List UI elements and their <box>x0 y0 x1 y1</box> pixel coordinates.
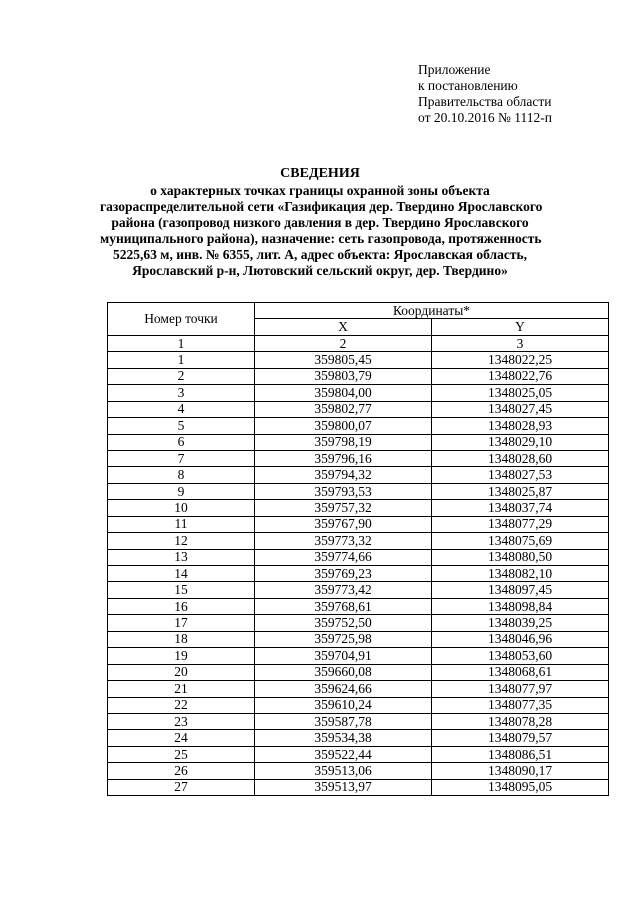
x-coordinate-cell: 359610,24 <box>255 697 432 713</box>
table-row <box>108 730 609 746</box>
table-row <box>108 598 609 614</box>
coordinates-table <box>107 302 609 796</box>
y-coordinate-cell: 1348025,05 <box>432 385 609 401</box>
y-coordinate-cell: 1348097,45 <box>432 582 609 598</box>
y-coordinate-cell: 1348075,69 <box>432 533 609 549</box>
y-coordinate-cell: 1348039,25 <box>432 615 609 631</box>
x-coordinate-cell: 359513,06 <box>255 763 432 779</box>
point-number-cell: 18 <box>108 631 255 647</box>
y-coordinate-cell: 1348080,50 <box>432 549 609 565</box>
table-row <box>108 434 609 450</box>
y-coordinate-cell: 1348025,87 <box>432 483 609 499</box>
y-coordinate-cell: 1348028,93 <box>432 418 609 434</box>
table-row <box>108 352 609 368</box>
table-row <box>108 401 609 417</box>
heading-line: газораспределительной сети «Газификация дер. Твердино Ярославского <box>100 199 543 214</box>
table-header-row <box>108 303 609 319</box>
table-body <box>108 352 609 796</box>
table-row <box>108 549 609 565</box>
point-number-cell: 3 <box>108 385 255 401</box>
table-row <box>108 467 609 483</box>
header-x: X <box>255 319 432 335</box>
point-number-cell: 8 <box>108 467 255 483</box>
document-heading <box>100 166 543 279</box>
table-row <box>108 681 609 697</box>
appendix-line: от 20.10.2016 № 1112-п <box>418 110 552 125</box>
y-coordinate-cell: 1348095,05 <box>432 779 609 795</box>
point-number-cell: 23 <box>108 713 255 729</box>
point-number-cell: 15 <box>108 582 255 598</box>
table-row <box>108 664 609 680</box>
point-number-cell: 7 <box>108 450 255 466</box>
table-row <box>108 779 609 795</box>
column-number: 2 <box>255 335 432 351</box>
y-coordinate-cell: 1348098,84 <box>432 598 609 614</box>
y-coordinate-cell: 1348077,29 <box>432 516 609 532</box>
x-coordinate-cell: 359794,32 <box>255 467 432 483</box>
point-number-cell: 21 <box>108 681 255 697</box>
x-coordinate-cell: 359752,50 <box>255 615 432 631</box>
point-number-cell: 11 <box>108 516 255 532</box>
y-coordinate-cell: 1348082,10 <box>432 566 609 582</box>
y-coordinate-cell: 1348079,57 <box>432 730 609 746</box>
x-coordinate-cell: 359624,66 <box>255 681 432 697</box>
appendix-line: Правительства области <box>418 94 552 109</box>
table-row <box>108 500 609 516</box>
point-number-cell: 24 <box>108 730 255 746</box>
x-coordinate-cell: 359534,38 <box>255 730 432 746</box>
x-coordinate-cell: 359513,97 <box>255 779 432 795</box>
table-row <box>108 385 609 401</box>
x-coordinate-cell: 359804,00 <box>255 385 432 401</box>
x-coordinate-cell: 359660,08 <box>255 664 432 680</box>
heading-line: Ярославский р-н, Лютовский сельский округ, дер. Твердино» <box>132 263 508 278</box>
appendix-line: Приложение <box>418 62 491 77</box>
table-row <box>108 483 609 499</box>
y-coordinate-cell: 1348086,51 <box>432 746 609 762</box>
heading-line: муниципального района), назначение: сеть газопровода, протяженность <box>100 231 542 246</box>
header-point-number: Номер точки <box>108 303 255 336</box>
x-coordinate-cell: 359704,91 <box>255 648 432 664</box>
y-coordinate-cell: 1348090,17 <box>432 763 609 779</box>
y-coordinate-cell: 1348068,61 <box>432 664 609 680</box>
header-y: Y <box>432 319 609 335</box>
appendix-line: к постановлению <box>418 78 518 93</box>
table-row <box>108 418 609 434</box>
header-coordinates: Координаты* <box>255 303 609 319</box>
x-coordinate-cell: 359805,45 <box>255 352 432 368</box>
x-coordinate-cell: 359773,42 <box>255 582 432 598</box>
table-row <box>108 566 609 582</box>
point-number-cell: 19 <box>108 648 255 664</box>
y-coordinate-cell: 1348027,45 <box>432 401 609 417</box>
x-coordinate-cell: 359522,44 <box>255 746 432 762</box>
table-row <box>108 746 609 762</box>
x-coordinate-cell: 359769,23 <box>255 566 432 582</box>
heading-line: района (газопровод низкого давления в дер. Твердино Ярославского <box>111 215 529 230</box>
y-coordinate-cell: 1348028,60 <box>432 450 609 466</box>
point-number-cell: 13 <box>108 549 255 565</box>
y-coordinate-cell: 1348077,97 <box>432 681 609 697</box>
y-coordinate-cell: 1348037,74 <box>432 500 609 516</box>
x-coordinate-cell: 359803,79 <box>255 368 432 384</box>
column-number: 3 <box>432 335 609 351</box>
x-coordinate-cell: 359587,78 <box>255 713 432 729</box>
point-number-cell: 9 <box>108 483 255 499</box>
x-coordinate-cell: 359796,16 <box>255 450 432 466</box>
x-coordinate-cell: 359767,90 <box>255 516 432 532</box>
point-number-cell: 6 <box>108 434 255 450</box>
y-coordinate-cell: 1348053,60 <box>432 648 609 664</box>
table-row <box>108 631 609 647</box>
point-number-cell: 10 <box>108 500 255 516</box>
point-number-cell: 4 <box>108 401 255 417</box>
point-number-cell: 25 <box>108 746 255 762</box>
table-row <box>108 713 609 729</box>
table-row <box>108 516 609 532</box>
table-row <box>108 697 609 713</box>
heading-line: о характерных точках границы охранной зоны объекта <box>150 183 490 198</box>
point-number-cell: 2 <box>108 368 255 384</box>
y-coordinate-cell: 1348046,96 <box>432 631 609 647</box>
x-coordinate-cell: 359768,61 <box>255 598 432 614</box>
table-row <box>108 648 609 664</box>
table-row <box>108 582 609 598</box>
column-number: 1 <box>108 335 255 351</box>
x-coordinate-cell: 359757,32 <box>255 500 432 516</box>
heading-line: 5225,63 м, инв. № 6355, лит. А, адрес объекта: Ярославская область, <box>113 247 527 262</box>
table-row <box>108 615 609 631</box>
point-number-cell: 16 <box>108 598 255 614</box>
point-number-cell: 12 <box>108 533 255 549</box>
point-number-cell: 22 <box>108 697 255 713</box>
y-coordinate-cell: 1348029,10 <box>432 434 609 450</box>
point-number-cell: 17 <box>108 615 255 631</box>
table-row <box>108 763 609 779</box>
point-number-cell: 1 <box>108 352 255 368</box>
appendix-block <box>418 62 552 126</box>
point-number-cell: 20 <box>108 664 255 680</box>
table-row <box>108 450 609 466</box>
x-coordinate-cell: 359725,98 <box>255 631 432 647</box>
document-title: СВЕДЕНИЯ <box>280 166 360 181</box>
x-coordinate-cell: 359774,66 <box>255 549 432 565</box>
x-coordinate-cell: 359800,07 <box>255 418 432 434</box>
x-coordinate-cell: 359802,77 <box>255 401 432 417</box>
point-number-cell: 5 <box>108 418 255 434</box>
y-coordinate-cell: 1348027,53 <box>432 467 609 483</box>
y-coordinate-cell: 1348022,25 <box>432 352 609 368</box>
table-row <box>108 533 609 549</box>
y-coordinate-cell: 1348078,28 <box>432 713 609 729</box>
point-number-cell: 27 <box>108 779 255 795</box>
point-number-cell: 14 <box>108 566 255 582</box>
x-coordinate-cell: 359773,32 <box>255 533 432 549</box>
y-coordinate-cell: 1348077,35 <box>432 697 609 713</box>
point-number-cell: 26 <box>108 763 255 779</box>
table-column-number-row <box>108 335 609 351</box>
table-row <box>108 368 609 384</box>
y-coordinate-cell: 1348022,76 <box>432 368 609 384</box>
x-coordinate-cell: 359798,19 <box>255 434 432 450</box>
x-coordinate-cell: 359793,53 <box>255 483 432 499</box>
